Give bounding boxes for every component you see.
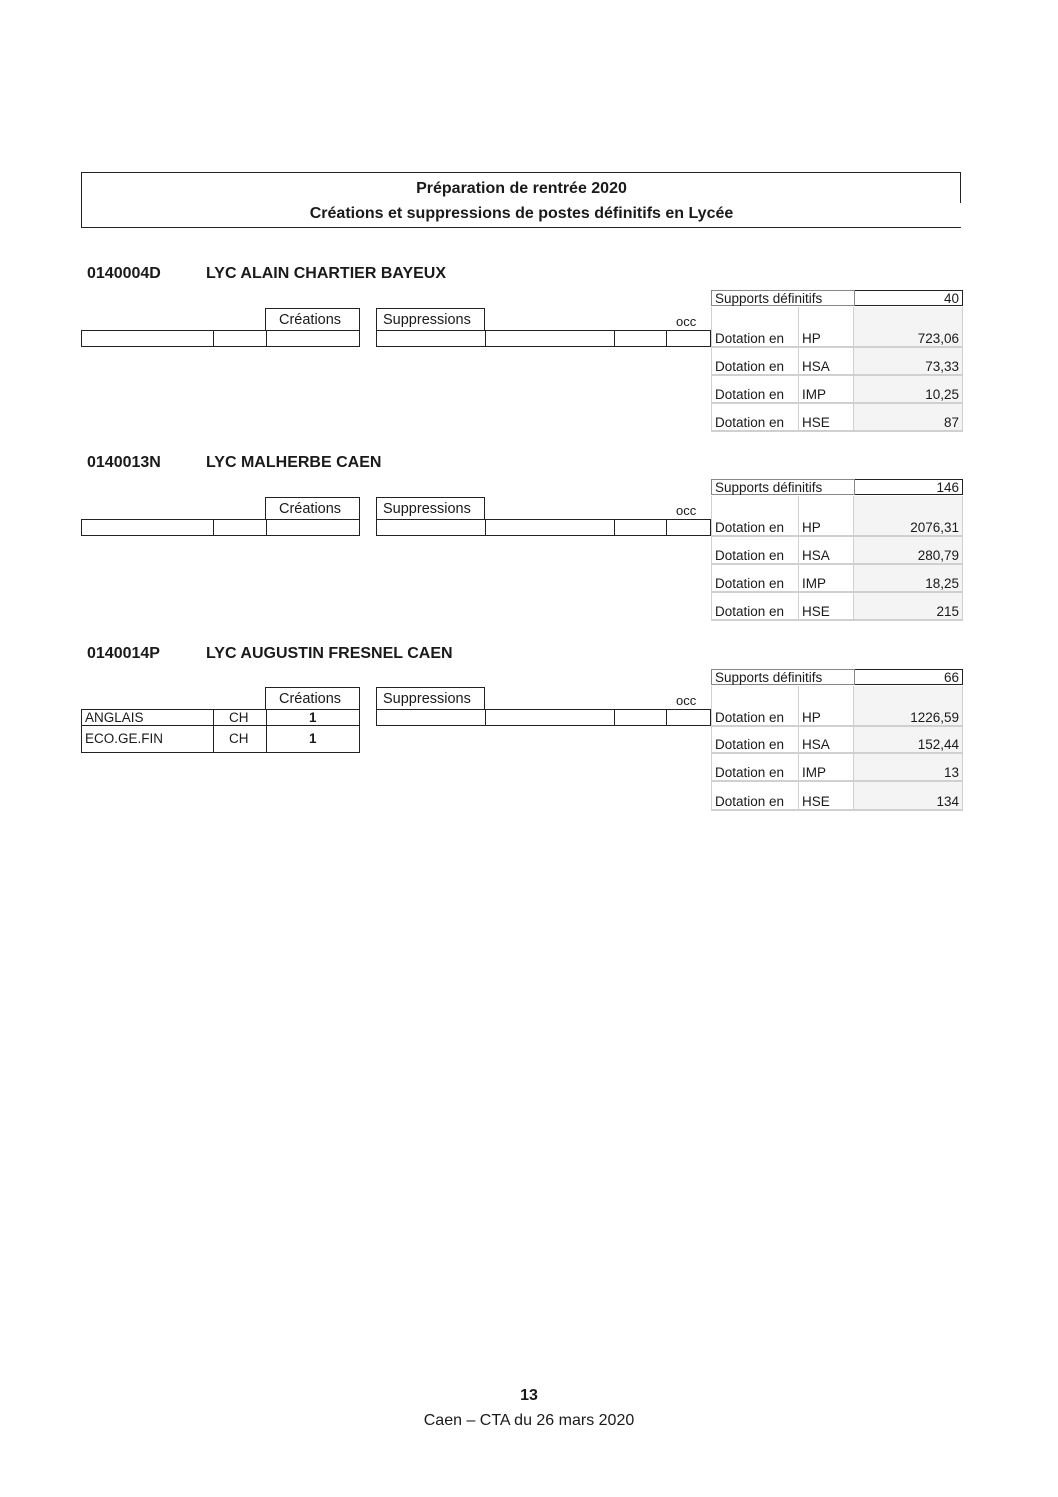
dotation-type: HSE	[799, 403, 854, 431]
dotation-type: IMP	[799, 564, 854, 592]
dotation-rows	[711, 686, 963, 811]
dotation-value: 13	[854, 753, 963, 781]
creations-header: Créations	[265, 497, 360, 520]
dotation-rows	[711, 496, 963, 621]
dotation-value: 1226,59	[854, 686, 963, 726]
dotation-label: Dotation en	[712, 686, 799, 726]
document-title-box	[81, 172, 961, 228]
dotation-value: 215	[854, 592, 963, 620]
dotation-value: 723,06	[854, 307, 963, 347]
suppressions-header: Suppressions	[376, 308, 485, 331]
suppressions-header: Suppressions	[376, 687, 485, 710]
lycee-code: 0140013N	[87, 454, 161, 471]
dotation-type: HSE	[799, 781, 854, 810]
dotation-type: IMP	[799, 753, 854, 781]
dotation-type: IMP	[799, 375, 854, 403]
dotation-value: 134	[854, 781, 963, 810]
lycee-name: LYC ALAIN CHARTIER BAYEUX	[206, 265, 447, 282]
supports-label: Supports définitifs	[712, 291, 855, 306]
creation-type: CH	[229, 731, 249, 746]
dotation-type: HP	[799, 686, 854, 726]
dotation-label: Dotation en	[712, 403, 799, 431]
dotation-label: Dotation en	[712, 726, 799, 753]
creations-empty-row	[81, 519, 360, 536]
creations-empty-row	[81, 330, 360, 347]
suppressions-empty-row	[376, 330, 711, 347]
creation-row-data	[81, 730, 360, 747]
dotation-value: 73,33	[854, 347, 963, 375]
dotation-value: 10,25	[854, 375, 963, 403]
dotation-label: Dotation en	[712, 753, 799, 781]
occ-label: occ	[676, 693, 697, 708]
dotation-value: 152,44	[854, 726, 963, 753]
dotation-table	[711, 669, 963, 685]
dotation-type: HP	[799, 307, 854, 347]
dotation-label: Dotation en	[712, 375, 799, 403]
dotation-label: Dotation en	[712, 307, 799, 347]
dotation-label: Dotation en	[712, 592, 799, 620]
lycee-name: LYC MALHERBE CAEN	[206, 454, 382, 471]
dotation-label: Dotation en	[712, 536, 799, 564]
supports-label: Supports définitifs	[712, 670, 855, 685]
title-line-2: Créations et suppressions de postes définitifs en Lycée	[309, 205, 734, 222]
lycee-name: LYC AUGUSTIN FRESNEL CAEN	[206, 645, 453, 662]
dotation-label: Dotation en	[712, 347, 799, 375]
suppressions-empty-row	[376, 709, 711, 726]
dotation-type: HSA	[799, 726, 854, 753]
dotation-label: Dotation en	[712, 781, 799, 810]
supports-label: Supports définitifs	[712, 480, 855, 495]
occ-label: occ	[676, 314, 697, 329]
dotation-rows	[711, 307, 963, 432]
creation-type: CH	[229, 710, 249, 725]
supports-value: 40	[855, 291, 963, 306]
creation-row-data	[81, 709, 360, 726]
creation-discipline: ECO.GE.FIN	[85, 731, 164, 746]
occ-label: occ	[676, 503, 697, 518]
creation-discipline: ANGLAIS	[85, 710, 144, 725]
dotation-type: HSE	[799, 592, 854, 620]
dotation-table	[711, 290, 963, 306]
dotation-label: Dotation en	[712, 564, 799, 592]
creation-count: 1	[309, 710, 317, 725]
dotation-value: 280,79	[854, 536, 963, 564]
suppressions-header: Suppressions	[376, 497, 485, 520]
supports-value: 146	[855, 480, 963, 495]
lycee-code: 0140004D	[87, 265, 161, 282]
page-number: 13	[520, 1387, 538, 1404]
dotation-table	[711, 479, 963, 495]
dotation-type: HSA	[799, 347, 854, 375]
suppressions-empty-row	[376, 519, 711, 536]
dotation-value: 18,25	[854, 564, 963, 592]
supports-value: 66	[855, 670, 963, 685]
dotation-label: Dotation en	[712, 496, 799, 536]
dotation-type: HSA	[799, 536, 854, 564]
dotation-value: 87	[854, 403, 963, 431]
dotation-value: 2076,31	[854, 496, 963, 536]
creation-count: 1	[309, 731, 317, 746]
creations-header: Créations	[265, 308, 360, 331]
lycee-code: 0140014P	[87, 645, 160, 662]
dotation-type: HP	[799, 496, 854, 536]
footer-text: Caen – CTA du 26 mars 2020	[423, 1412, 635, 1429]
creations-header: Créations	[265, 687, 360, 710]
title-line-1: Préparation de rentrée 2020	[416, 180, 627, 197]
